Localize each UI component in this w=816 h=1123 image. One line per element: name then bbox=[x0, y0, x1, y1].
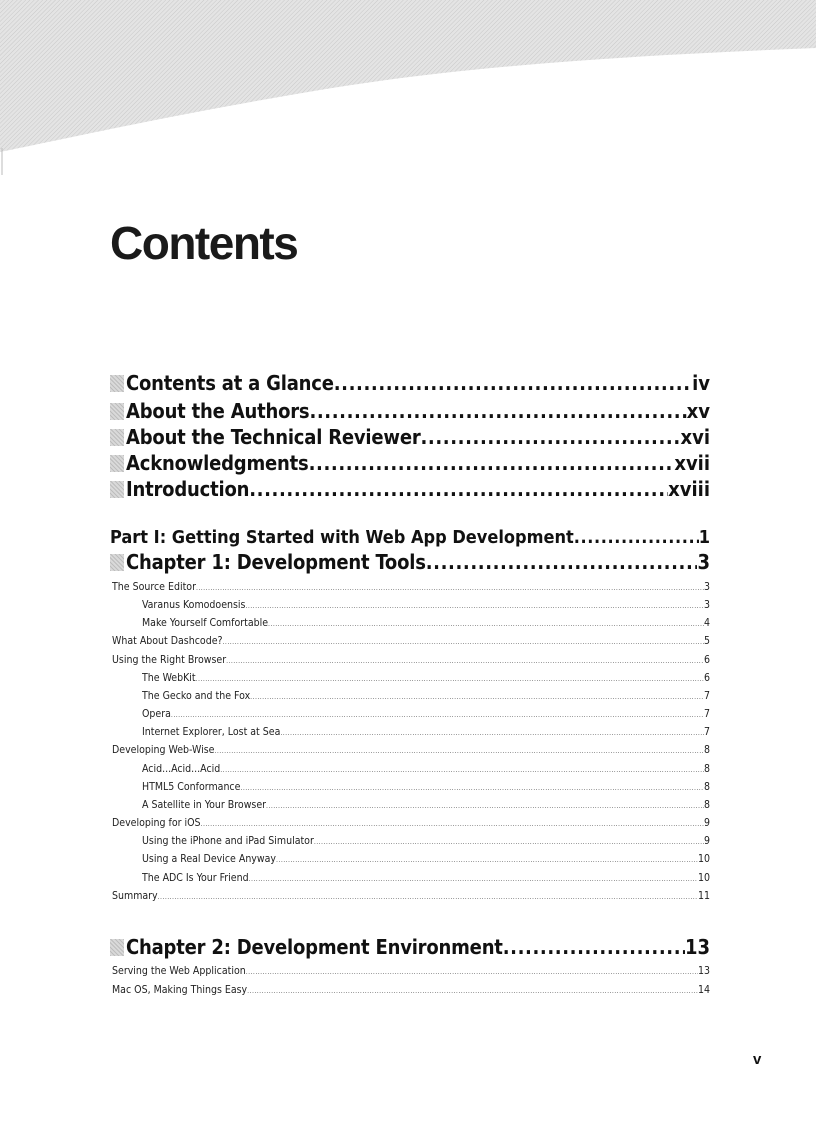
section-page: 6 bbox=[703, 654, 710, 666]
leader-dots bbox=[223, 635, 704, 649]
leader-dots bbox=[171, 708, 704, 722]
leader-dots bbox=[309, 451, 675, 475]
leader-dots bbox=[246, 965, 698, 979]
leader-dots bbox=[426, 550, 698, 574]
section-page: 4 bbox=[703, 617, 710, 629]
leader-dots bbox=[226, 654, 704, 668]
section-page: 8 bbox=[703, 799, 710, 811]
toc-section[interactable] bbox=[112, 889, 710, 904]
page-title: Contents bbox=[110, 217, 298, 269]
entry-title: Chapter 1: Development Tools bbox=[126, 550, 426, 574]
leader-dots bbox=[309, 399, 686, 423]
entry-title: Introduction bbox=[126, 477, 250, 501]
entry-title: About the Authors bbox=[126, 399, 310, 423]
toc-entry-chapter-1[interactable] bbox=[110, 550, 710, 574]
leader-dots bbox=[196, 672, 704, 686]
section-title: Using the Right Browser bbox=[112, 654, 227, 666]
leader-dots bbox=[314, 835, 704, 849]
toc-subsection[interactable] bbox=[142, 707, 710, 722]
section-title: Internet Explorer, Lost at Sea bbox=[142, 726, 281, 738]
toc-subsection[interactable] bbox=[142, 689, 710, 704]
toc-entry-about-the-authors[interactable] bbox=[110, 399, 710, 423]
bullet-square-icon bbox=[110, 455, 124, 472]
section-title: Opera bbox=[142, 708, 171, 720]
toc-section[interactable] bbox=[112, 743, 710, 758]
leader-dots bbox=[158, 890, 698, 904]
entry-title: Part I: Getting Started with Web App Development bbox=[110, 527, 574, 548]
section-page: 3 bbox=[703, 599, 710, 611]
section-page: 10 bbox=[697, 853, 710, 865]
toc-subsection[interactable] bbox=[142, 762, 710, 777]
section-title: Mac OS, Making Things Easy bbox=[112, 984, 248, 996]
section-page: 6 bbox=[703, 672, 710, 684]
entry-page: xvii bbox=[674, 451, 710, 475]
section-title: Using a Real Device Anyway bbox=[142, 853, 277, 865]
section-title: The Source Editor bbox=[112, 581, 196, 593]
section-page: 5 bbox=[703, 635, 710, 647]
entry-title: Chapter 2: Development Environment bbox=[126, 935, 503, 959]
section-page: 8 bbox=[703, 781, 710, 793]
leader-dots bbox=[240, 781, 704, 795]
section-page: 9 bbox=[703, 817, 710, 829]
section-title: What About Dashcode? bbox=[112, 635, 223, 647]
toc-section[interactable] bbox=[112, 634, 710, 649]
bullet-square-icon bbox=[110, 375, 124, 392]
section-page: 13 bbox=[697, 965, 710, 977]
header-band bbox=[0, 0, 816, 220]
toc-subsection[interactable] bbox=[142, 671, 710, 686]
entry-title: About the Technical Reviewer bbox=[126, 425, 421, 449]
section-page: 3 bbox=[703, 581, 710, 593]
leader-dots bbox=[220, 763, 704, 777]
section-title: Developing for iOS bbox=[112, 817, 201, 829]
leader-dots bbox=[245, 599, 704, 613]
section-page: 11 bbox=[697, 890, 710, 902]
entry-title: Contents at a Glance bbox=[126, 371, 334, 395]
toc-subsection[interactable] bbox=[142, 834, 710, 849]
section-title: Serving the Web Application bbox=[112, 965, 246, 977]
toc-subsection[interactable] bbox=[142, 780, 710, 795]
section-title: The ADC Is Your Friend bbox=[142, 872, 249, 884]
toc-subsection[interactable] bbox=[142, 798, 710, 813]
section-title: Developing Web-Wise bbox=[112, 744, 215, 756]
leader-dots bbox=[266, 799, 704, 813]
section-page: 7 bbox=[703, 690, 710, 702]
entry-title: Acknowledgments bbox=[126, 451, 309, 475]
leader-dots bbox=[196, 581, 704, 595]
section-page: 7 bbox=[703, 708, 710, 720]
section-title: A Satellite in Your Browser bbox=[142, 799, 267, 811]
leader-dots bbox=[280, 726, 704, 740]
toc-subsection[interactable] bbox=[142, 871, 710, 886]
leader-dots bbox=[503, 935, 685, 959]
leader-dots bbox=[249, 872, 698, 886]
toc-section[interactable] bbox=[112, 653, 710, 668]
entry-page: iv bbox=[692, 371, 710, 395]
toc-entry-acknowledgments[interactable] bbox=[110, 451, 710, 475]
toc-entry-contents-at-a-glance[interactable] bbox=[110, 371, 710, 395]
entry-page: xv bbox=[686, 399, 710, 423]
toc-subsection[interactable] bbox=[142, 852, 710, 867]
section-title: The WebKit bbox=[142, 672, 196, 684]
toc-section[interactable] bbox=[112, 816, 710, 831]
leader-dots bbox=[334, 371, 692, 395]
toc-entry-part-1[interactable] bbox=[110, 527, 710, 549]
entry-page: 13 bbox=[684, 935, 710, 959]
bullet-square-icon bbox=[110, 939, 124, 956]
section-page: 8 bbox=[703, 763, 710, 775]
toc-section[interactable] bbox=[112, 964, 710, 979]
toc-entry-introduction[interactable] bbox=[110, 477, 710, 501]
leader-dots bbox=[247, 984, 698, 998]
entry-page: 3 bbox=[697, 550, 710, 574]
toc-entry-about-the-technical-reviewer[interactable] bbox=[110, 425, 710, 449]
bullet-square-icon bbox=[110, 554, 124, 571]
toc-section[interactable] bbox=[112, 983, 710, 998]
leader-dots bbox=[574, 527, 699, 549]
bullet-square-icon bbox=[110, 481, 124, 498]
section-title: Make Yourself Comfortable bbox=[142, 617, 269, 629]
section-page: 10 bbox=[697, 872, 710, 884]
section-page: 7 bbox=[703, 726, 710, 738]
toc-entry-chapter-2[interactable] bbox=[110, 935, 710, 959]
section-title: Using the iPhone and iPad Simulator bbox=[142, 835, 314, 847]
leader-dots bbox=[249, 477, 668, 501]
section-title: HTML5 Conformance bbox=[142, 781, 241, 793]
page-number: v bbox=[753, 1051, 762, 1068]
leader-dots bbox=[421, 425, 681, 449]
section-title: Summary bbox=[112, 890, 158, 902]
bullet-square-icon bbox=[110, 429, 124, 446]
entry-page: 1 bbox=[698, 527, 710, 548]
toc-subsection[interactable] bbox=[142, 598, 710, 613]
leader-dots bbox=[201, 817, 704, 831]
bullet-square-icon bbox=[110, 403, 124, 420]
section-page: 9 bbox=[703, 835, 710, 847]
entry-page: xviii bbox=[668, 477, 710, 501]
section-page: 8 bbox=[703, 744, 710, 756]
toc-subsection[interactable] bbox=[142, 725, 710, 740]
section-title: Varanus Komodoensis bbox=[142, 599, 246, 611]
leader-dots bbox=[215, 744, 704, 758]
section-title: Acid...Acid...Acid bbox=[142, 763, 221, 775]
section-page: 14 bbox=[697, 984, 710, 996]
leader-dots bbox=[268, 617, 704, 631]
leader-dots bbox=[276, 853, 698, 867]
entry-page: xvi bbox=[680, 425, 710, 449]
toc-section[interactable] bbox=[112, 580, 710, 595]
toc-subsection[interactable] bbox=[142, 616, 710, 631]
section-title: The Gecko and the Fox bbox=[142, 690, 251, 702]
leader-dots bbox=[250, 690, 704, 704]
